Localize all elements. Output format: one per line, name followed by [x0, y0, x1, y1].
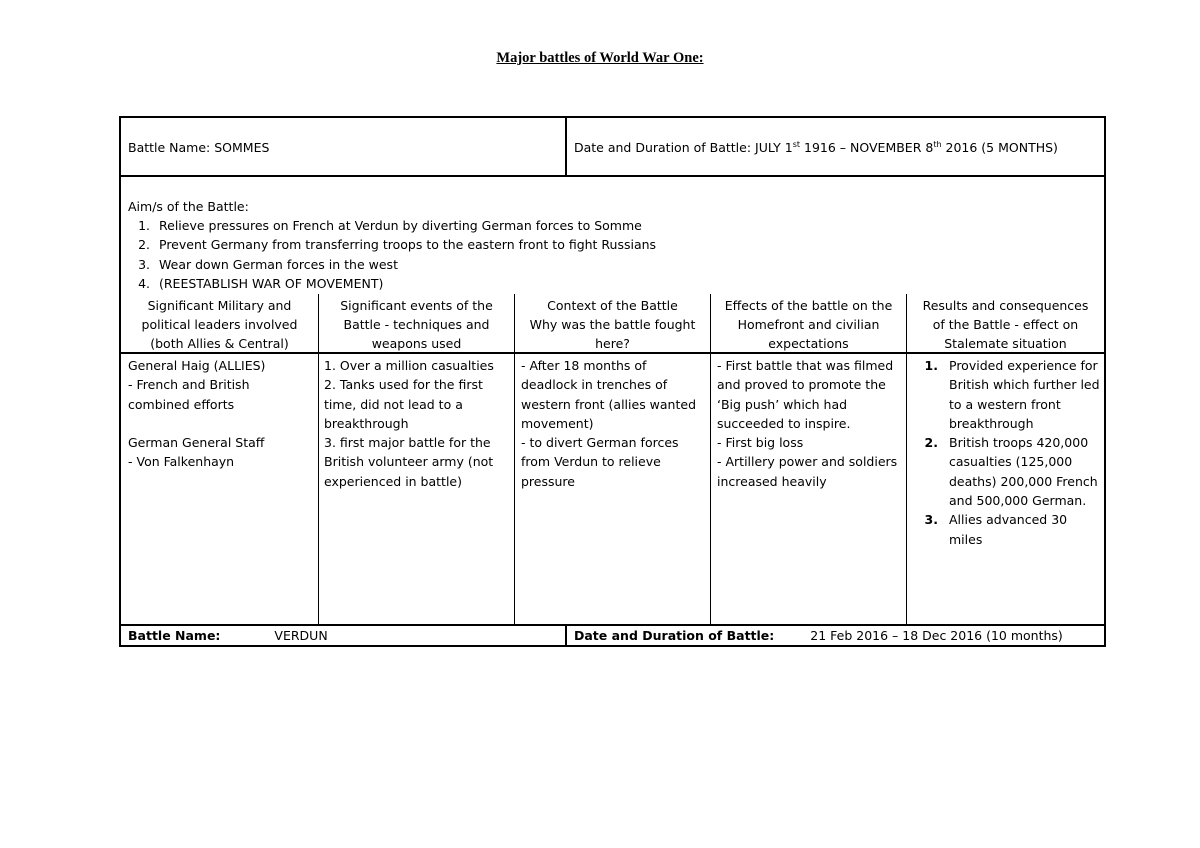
header-line: Stalemate situation	[944, 336, 1067, 351]
list-item	[324, 356, 508, 375]
cell-line: General Haig (ALLIES)	[128, 358, 266, 373]
list-text: Prevent Germany from transferring troops to the eastern front to fight Russians	[159, 237, 657, 253]
list-text: Over a million casualties	[335, 358, 494, 373]
header-line: political leaders involved	[141, 317, 298, 332]
list-item	[912, 356, 1100, 433]
list-number: 4.	[138, 275, 150, 291]
cell-line: - Artillery power and soldiers increased heavily	[717, 454, 898, 489]
aims-list	[128, 216, 1088, 293]
header-line: Effects of the battle on the	[724, 298, 893, 313]
list-number: 2.	[324, 377, 336, 393]
list-text: first major battle for the British volunteer army (not experienced in battle)	[324, 435, 494, 489]
aims-section	[128, 197, 1088, 293]
battle2-name-value: VERDUN	[274, 628, 328, 643]
list-item	[912, 433, 1100, 510]
document-title: Major battles of World War One:	[496, 50, 704, 66]
battle2-date-cell	[574, 626, 1063, 645]
aims-label: Aim/s of the Battle:	[128, 199, 249, 214]
list-number: 3.	[924, 512, 938, 528]
header-line: expectations	[768, 336, 849, 351]
cell-line: - Von Falkenhayn	[128, 454, 235, 470]
header-leaders	[121, 296, 318, 353]
list-number: 1.	[138, 218, 150, 233]
events-cell	[319, 356, 514, 491]
leaders-cell	[121, 356, 318, 472]
list-number: 2.	[138, 237, 150, 253]
col-divider	[565, 116, 567, 176]
header-line: weapons used	[371, 336, 462, 351]
list-item	[128, 216, 1088, 235]
list-item	[128, 255, 1088, 274]
cell-line: German General Staff	[128, 435, 265, 451]
header-line: Homefront and civilian	[737, 317, 880, 332]
results-cell	[907, 356, 1104, 549]
header-line: (both Allies & Central)	[150, 336, 289, 351]
list-text: (REESTABLISH WAR OF MOVEMENT)	[159, 275, 384, 291]
header-line: Battle - techniques and	[343, 317, 490, 332]
header-line: Significant events of the	[340, 298, 493, 313]
list-item	[912, 510, 1100, 549]
battle2-name-label: Battle Name:	[128, 628, 221, 643]
date-start: JULY 1	[755, 140, 793, 155]
list-number: 2.	[924, 435, 938, 451]
list-item	[324, 433, 508, 491]
list-number: 1.	[324, 358, 336, 373]
row-divider	[119, 175, 1106, 177]
list-text: Allies advanced 30 miles	[949, 512, 1068, 547]
list-item	[128, 235, 1088, 254]
cell-line: - to divert German forces from Verdun to relieve pressure	[521, 435, 679, 489]
battle-date-cell	[574, 138, 1058, 157]
list-text: Wear down German forces in the west	[159, 256, 398, 272]
list-text: Provided experience for British which further led to a western front breakthrough	[949, 358, 1100, 431]
cell-line: - French and British	[128, 377, 250, 393]
date-end: 2016 (5 MONTHS)	[941, 140, 1058, 155]
col-divider	[565, 624, 567, 646]
list-item	[128, 274, 1088, 293]
list-text: Relieve pressures on French at Verdun by diverting German forces to Somme	[159, 218, 642, 233]
list-number: 1.	[924, 358, 938, 373]
list-text: British troops 420,000 casualties (125,000 deaths) 200,000 French and 500,000 German.	[949, 435, 1098, 509]
cell-line: - First big loss	[717, 435, 804, 451]
cell-line: - After 18 months of deadlock in trenches of western front (allies wanted movement)	[521, 358, 697, 431]
battle2-name-cell	[128, 626, 328, 645]
header-line: here?	[595, 336, 630, 351]
header-line: Significant Military and	[147, 298, 292, 313]
list-item	[324, 375, 508, 433]
cell-line: combined efforts	[128, 396, 235, 412]
effects-cell	[711, 356, 906, 491]
battle2-date-label: Date and Duration of Battle:	[574, 628, 775, 643]
header-effects	[711, 296, 906, 353]
header-line: of the Battle - effect on	[932, 317, 1079, 332]
date-sup: st	[792, 139, 801, 149]
header-line: Context of the Battle	[547, 298, 678, 313]
header-results	[907, 296, 1104, 353]
context-cell	[515, 356, 710, 491]
list-number: 3.	[138, 256, 150, 272]
date-label: Date and Duration of Battle:	[574, 140, 752, 155]
battle2-date-value: 21 Feb 2016 – 18 Dec 2016 (10 months)	[810, 628, 1063, 643]
header-line: Why was the battle fought	[529, 317, 696, 332]
results-list	[912, 356, 1100, 549]
cell-spacer	[128, 414, 312, 433]
header-line: Results and consequences	[922, 298, 1089, 313]
list-number: 3.	[324, 435, 336, 451]
header-context	[515, 296, 710, 353]
battle-name-cell: Battle Name: SOMMES	[128, 140, 270, 155]
date-mid: 1916 – NOVEMBER 8	[800, 140, 934, 155]
date-sup: th	[933, 139, 942, 149]
list-text: Tanks used for the first time, did not lead to a breakthrough	[324, 377, 483, 431]
cell-line: - First battle that was filmed and proved to promote the ‘Big push’ which had succeeded to inspire.	[717, 358, 894, 431]
header-events	[319, 296, 514, 353]
